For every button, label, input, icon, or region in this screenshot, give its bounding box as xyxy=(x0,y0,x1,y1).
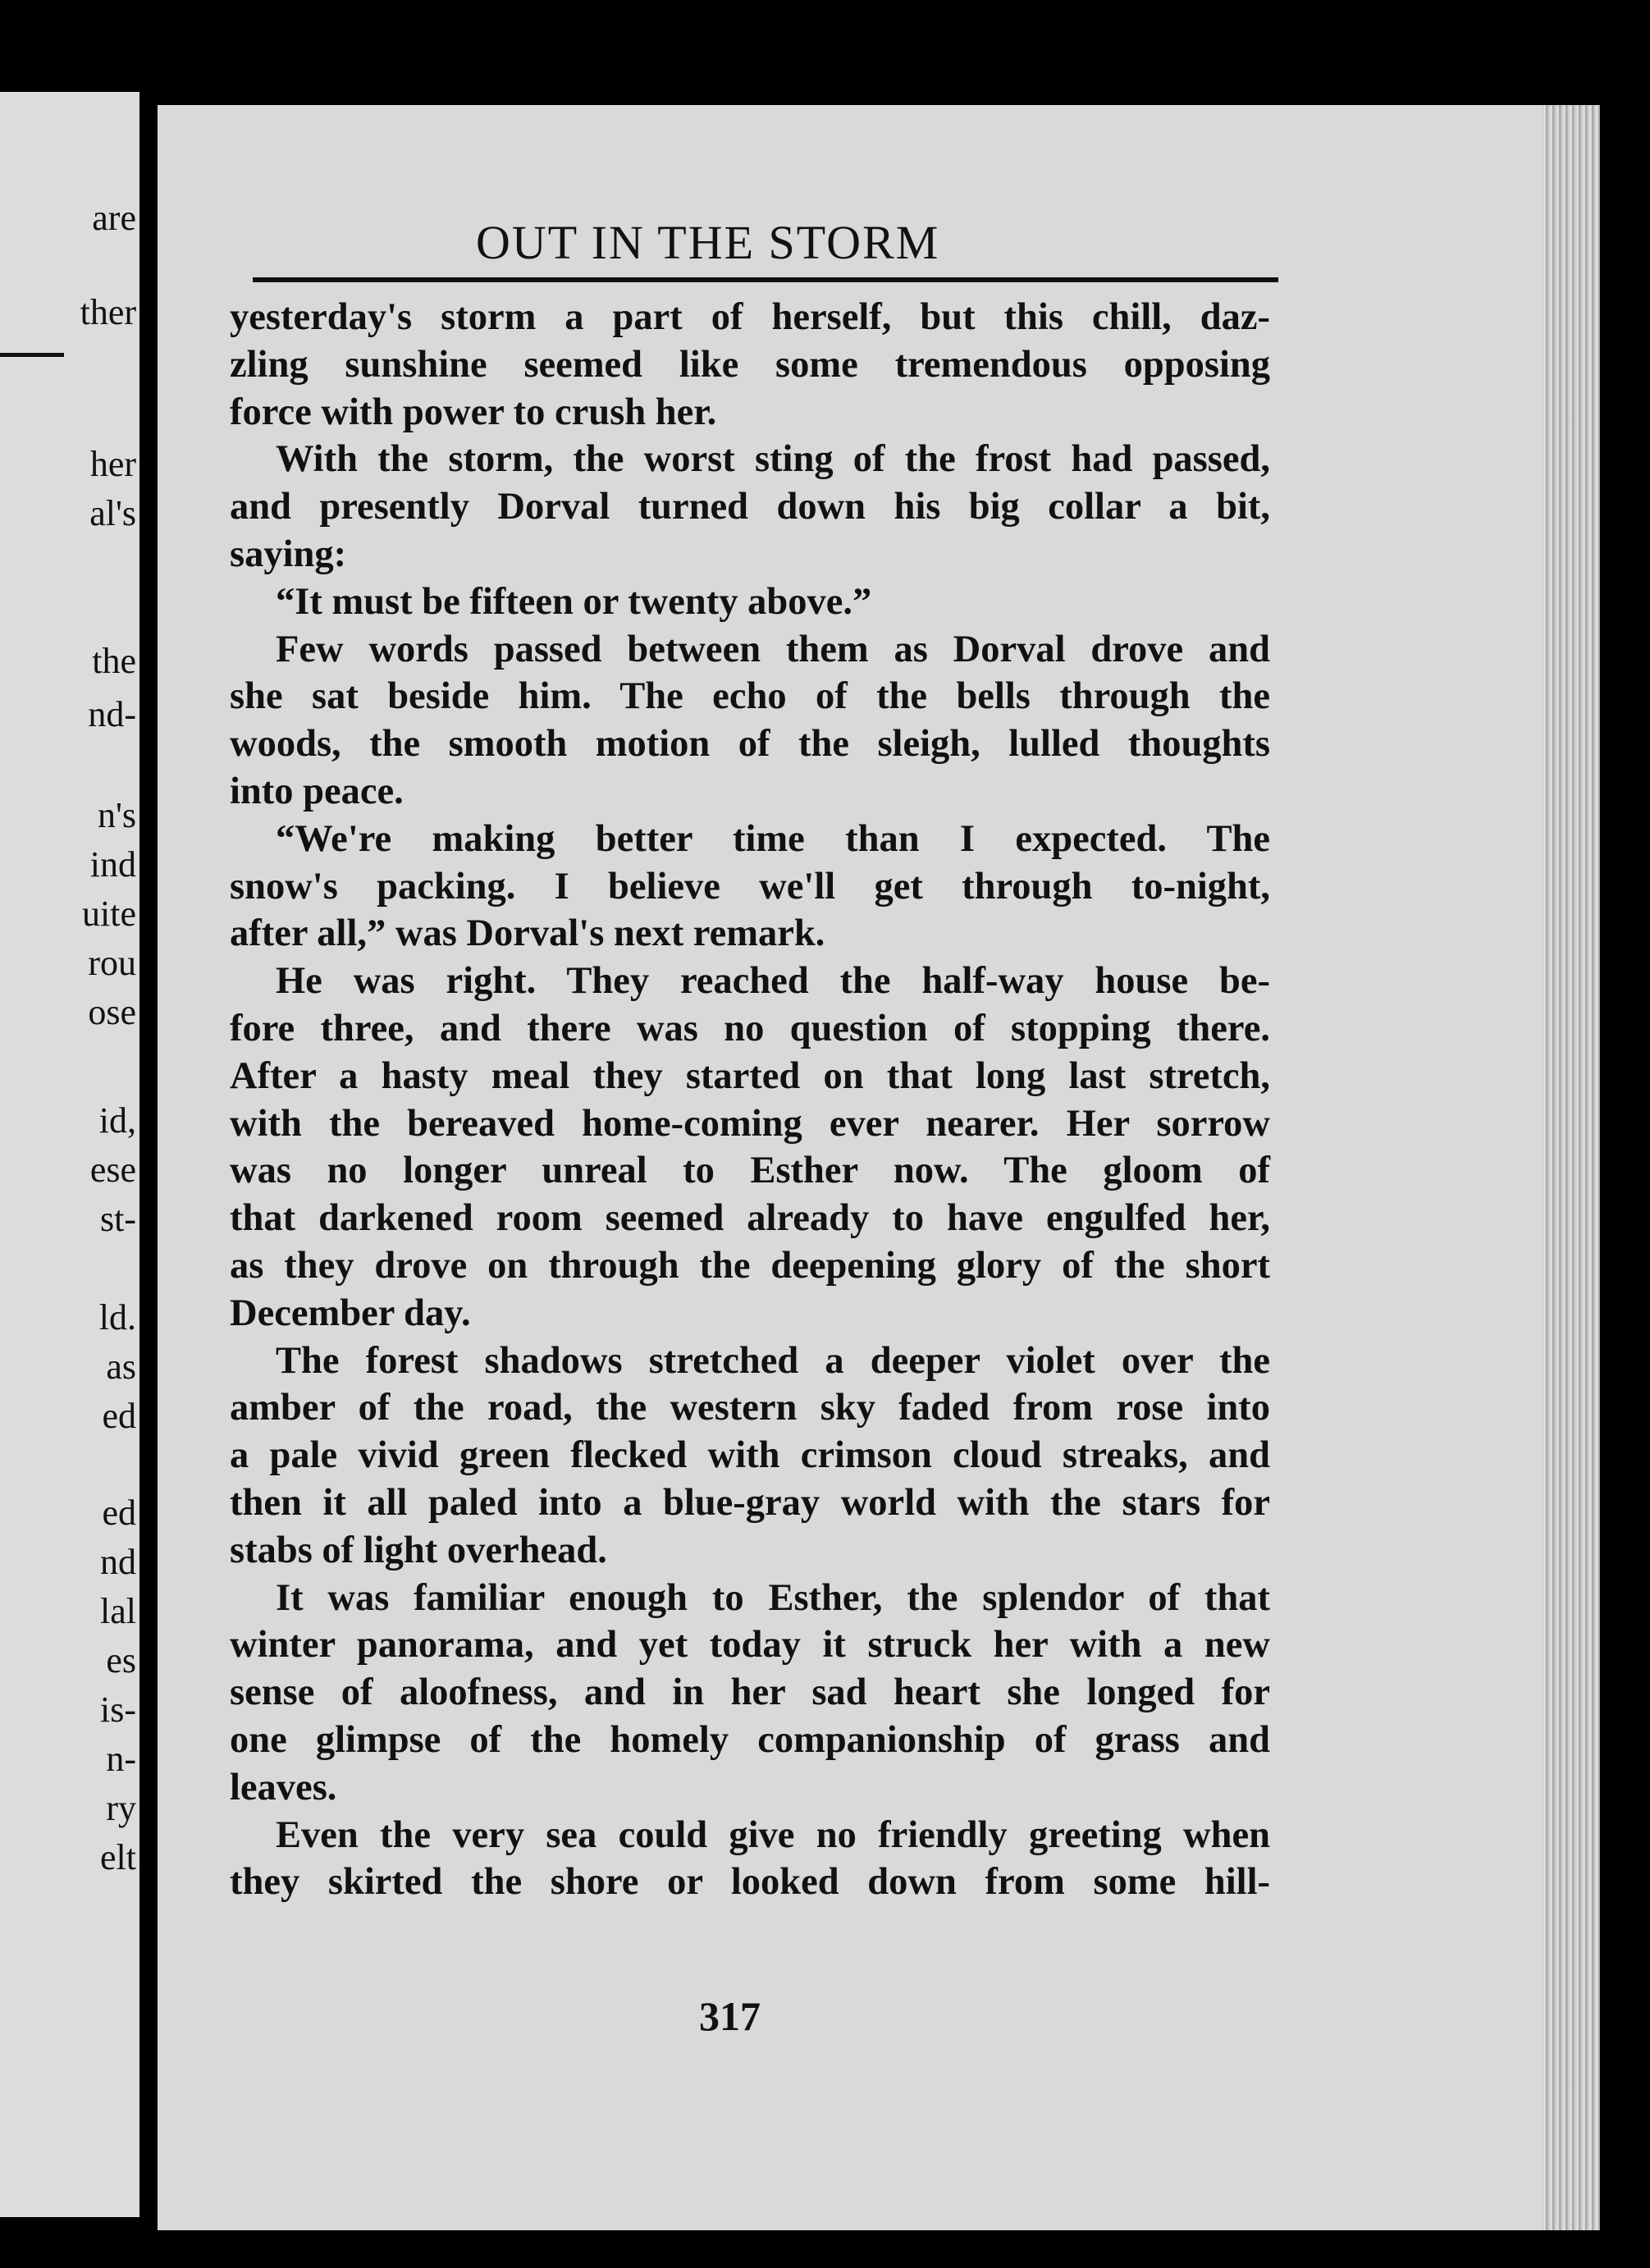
text-line: and presently Dorval turned down his big collar a bit, xyxy=(230,486,1270,528)
left-page-fragment: id, xyxy=(98,1100,136,1141)
left-page-fragment: elt xyxy=(100,1837,136,1877)
text-line: one glimpse of the homely companionship of grass and xyxy=(230,1718,1270,1761)
text-line: that darkened room seemed already to have engulfed her, xyxy=(230,1197,1270,1240)
left-page-fragment: st- xyxy=(100,1199,136,1239)
text-line: she sat beside him. The echo of the bells through the xyxy=(230,675,1270,718)
text-line: after all,” was Dorval's next remark. xyxy=(230,912,825,955)
text-line: “We're making better time than I expected. The xyxy=(276,817,1270,860)
body-text xyxy=(230,294,1270,1906)
text-line: yesterday's storm a part of herself, but this chill, daz- xyxy=(230,296,1270,338)
left-page-fragment: n's xyxy=(97,795,136,835)
page-edges xyxy=(1543,105,1600,2230)
text-line: The forest shadows stretched a deeper violet over the xyxy=(276,1339,1270,1382)
text-line: was no longer unreal to Esther now. The gloom of xyxy=(230,1150,1270,1192)
left-page-fragment: n- xyxy=(106,1739,136,1779)
text-line: He was right. They reached the half-way house be- xyxy=(276,960,1270,1003)
text-line: woods, the smooth motion of the sleigh, lulled thoughts xyxy=(230,723,1270,766)
left-page-fragment: her xyxy=(89,444,136,484)
left-page-fragment: nd xyxy=(100,1542,136,1582)
left-page-fragment: ose xyxy=(88,992,136,1032)
left-page-fragment: the xyxy=(92,641,136,681)
left-page-fragment: uite xyxy=(82,894,136,934)
left-page-fragment: ese xyxy=(89,1150,136,1190)
left-page-fragment: is- xyxy=(100,1690,136,1730)
text-line: stabs of light overhead. xyxy=(230,1529,607,1571)
left-page-fragment: nd- xyxy=(88,694,136,734)
text-line: sense of aloofness, and in her sad heart she longed for xyxy=(230,1671,1270,1714)
text-line: amber of the road, the western sky faded from rose into xyxy=(230,1387,1270,1429)
left-page-fragment: as xyxy=(106,1347,136,1387)
text-line: into peace. xyxy=(230,770,404,812)
left-page-rule xyxy=(0,353,64,357)
left-page-fragment: ry xyxy=(106,1788,136,1828)
running-head: OUT IN THE STORM xyxy=(476,216,940,269)
text-line: winter panorama, and yet today it struck her with a new xyxy=(230,1624,1270,1667)
text-line: zling sunshine seemed like some tremendous opposing xyxy=(230,343,1270,386)
text-line: snow's packing. I believe we'll get through to-night, xyxy=(230,865,1270,908)
text-line: force with power to crush her. xyxy=(230,391,717,433)
text-line: saying: xyxy=(230,533,347,575)
left-page-fragment: al's xyxy=(89,493,136,533)
text-line: leaves. xyxy=(230,1766,337,1808)
text-line: Even the very sea could give no friendly greeting when xyxy=(276,1813,1270,1856)
left-page-fragment: ed xyxy=(102,1493,136,1533)
text-line: It was familiar enough to Esther, the splendor of that xyxy=(276,1576,1270,1619)
text-line: with the bereaved home-coming ever nearer. Her sorrow xyxy=(230,1102,1270,1145)
book-gutter xyxy=(139,90,158,2224)
left-page-fragment: rou xyxy=(88,943,136,983)
text-line: then it all paled into a blue-gray world with the stars for xyxy=(230,1481,1270,1524)
left-page-fragment: ld. xyxy=(98,1297,136,1337)
text-line: fore three, and there was no question of stopping there. xyxy=(230,1007,1270,1049)
text-line: a pale vivid green flecked with crimson cloud streaks, and xyxy=(230,1434,1270,1477)
left-page-fragment: es xyxy=(106,1640,136,1680)
text-line: as they drove on through the deepening glory of the short xyxy=(230,1244,1270,1287)
text-line: Few words passed between them as Dorval drove and xyxy=(276,628,1270,670)
text-line: After a hasty meal they started on that long last stretch, xyxy=(230,1054,1270,1097)
left-page-fragment: ind xyxy=(89,844,136,885)
left-page-fragment: ed xyxy=(102,1396,136,1436)
text-line: With the storm, the worst sting of the frost had passed, xyxy=(276,438,1270,481)
left-page xyxy=(0,92,139,2217)
text-line: December day. xyxy=(230,1292,471,1334)
left-page-fragment: ther xyxy=(80,292,136,332)
text-line: “It must be fifteen or twenty above.” xyxy=(276,580,872,623)
text-line: they skirted the shore or looked down from some hill- xyxy=(230,1861,1270,1904)
left-page-fragment: are xyxy=(92,198,136,238)
page-number: 317 xyxy=(699,1993,761,2039)
header-rule xyxy=(253,277,1278,282)
left-page-fragment: lal xyxy=(100,1591,136,1631)
